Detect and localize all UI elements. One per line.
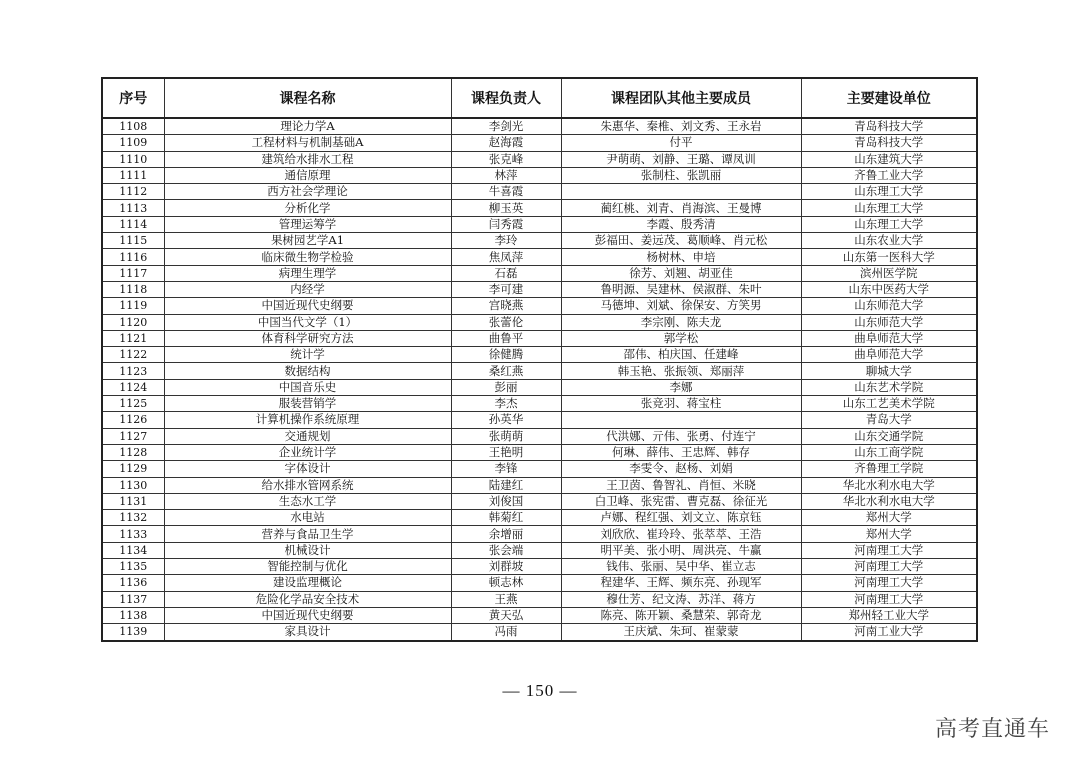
cell-course-name: 理论力学A <box>164 118 451 135</box>
cell-index: 1120 <box>102 314 164 330</box>
table-row <box>102 461 977 477</box>
cell-course-lead: 张萌萌 <box>451 428 561 444</box>
cell-index: 1136 <box>102 575 164 591</box>
cell-course-lead: 刘群坡 <box>451 559 561 575</box>
cell-course-name: 计算机操作系统原理 <box>164 412 451 428</box>
cell-course-name: 西方社会学理论 <box>164 184 451 200</box>
cell-team-members: 卢娜、程红强、刘文立、陈京钰 <box>561 510 801 526</box>
cell-course-lead: 张蕾伦 <box>451 314 561 330</box>
cell-team-members: 付平 <box>561 135 801 151</box>
cell-team-members: 李宗刚、陈夫龙 <box>561 314 801 330</box>
cell-index: 1130 <box>102 477 164 493</box>
cell-institution: 郑州大学 <box>801 510 977 526</box>
table-row <box>102 428 977 444</box>
cell-index: 1116 <box>102 249 164 265</box>
cell-course-name: 家具设计 <box>164 624 451 641</box>
cell-course-lead: 李剑光 <box>451 118 561 135</box>
table-row <box>102 559 977 575</box>
cell-institution: 青岛科技大学 <box>801 135 977 151</box>
cell-team-members: 彭福田、姜远茂、葛顺峰、肖元松 <box>561 233 801 249</box>
cell-institution: 曲阜师范大学 <box>801 330 977 346</box>
cell-institution: 齐鲁工业大学 <box>801 167 977 183</box>
cell-institution: 山东交通学院 <box>801 428 977 444</box>
cell-team-members: 邵伟、柏庆国、任建峰 <box>561 347 801 363</box>
cell-index: 1110 <box>102 151 164 167</box>
cell-institution: 河南工业大学 <box>801 624 977 641</box>
cell-course-name: 水电站 <box>164 510 451 526</box>
table-row <box>102 249 977 265</box>
table-row <box>102 379 977 395</box>
cell-institution: 青岛大学 <box>801 412 977 428</box>
cell-course-name: 危险化学品安全技术 <box>164 591 451 607</box>
cell-team-members: 陈亮、陈开颖、桑慧荣、郭奇龙 <box>561 607 801 623</box>
cell-index: 1128 <box>102 444 164 460</box>
cell-index: 1134 <box>102 542 164 558</box>
cell-course-lead: 李可建 <box>451 281 561 297</box>
cell-course-name: 智能控制与优化 <box>164 559 451 575</box>
cell-course-lead: 孙英华 <box>451 412 561 428</box>
table-row <box>102 200 977 216</box>
table-row <box>102 135 977 151</box>
cell-course-name: 建设监理概论 <box>164 575 451 591</box>
cell-institution: 山东工艺美术学院 <box>801 396 977 412</box>
cell-team-members <box>561 412 801 428</box>
cell-course-lead: 刘俊国 <box>451 493 561 509</box>
cell-course-name: 临床微生物学检验 <box>164 249 451 265</box>
cell-team-members: 韩玉艳、张振领、郑丽萍 <box>561 363 801 379</box>
cell-team-members: 徐芳、刘翘、胡亚佳 <box>561 265 801 281</box>
cell-index: 1125 <box>102 396 164 412</box>
cell-team-members: 杨树林、申培 <box>561 249 801 265</box>
table-body <box>102 118 977 641</box>
cell-institution: 山东工商学院 <box>801 444 977 460</box>
cell-team-members: 马德坤、刘斌、徐保安、方笑男 <box>561 298 801 314</box>
header-team-members: 课程团队其他主要成员 <box>561 78 801 118</box>
cell-course-lead: 王燕 <box>451 591 561 607</box>
table-row <box>102 265 977 281</box>
cell-course-name: 分析化学 <box>164 200 451 216</box>
cell-institution: 山东中医药大学 <box>801 281 977 297</box>
header-course-lead: 课程负责人 <box>451 78 561 118</box>
cell-course-lead: 焦凤萍 <box>451 249 561 265</box>
cell-institution: 滨州医学院 <box>801 265 977 281</box>
cell-index: 1113 <box>102 200 164 216</box>
cell-institution: 山东艺术学院 <box>801 379 977 395</box>
cell-course-lead: 黄天弘 <box>451 607 561 623</box>
cell-index: 1135 <box>102 559 164 575</box>
cell-course-lead: 彭丽 <box>451 379 561 395</box>
table-row <box>102 493 977 509</box>
cell-team-members: 刘欣欣、崔玲玲、张萃萃、王浩 <box>561 526 801 542</box>
cell-team-members: 李雯令、赵杨、刘娟 <box>561 461 801 477</box>
cell-course-lead: 王艳明 <box>451 444 561 460</box>
cell-course-name: 统计学 <box>164 347 451 363</box>
cell-index: 1123 <box>102 363 164 379</box>
cell-course-name: 给水排水管网系统 <box>164 477 451 493</box>
table-row <box>102 510 977 526</box>
cell-index: 1132 <box>102 510 164 526</box>
cell-course-lead: 陆建红 <box>451 477 561 493</box>
cell-course-lead: 闫秀霞 <box>451 216 561 232</box>
cell-course-lead: 李杰 <box>451 396 561 412</box>
cell-index: 1138 <box>102 607 164 623</box>
cell-course-lead: 桑红燕 <box>451 363 561 379</box>
cell-course-lead: 赵海霞 <box>451 135 561 151</box>
table-row <box>102 477 977 493</box>
cell-index: 1122 <box>102 347 164 363</box>
cell-index: 1114 <box>102 216 164 232</box>
watermark-text: 高考直通车 <box>934 717 1050 742</box>
cell-index: 1137 <box>102 591 164 607</box>
cell-team-members: 郭学松 <box>561 330 801 346</box>
page-number: — 150 — <box>502 681 578 700</box>
table-row <box>102 151 977 167</box>
cell-team-members: 代洪娜、亓伟、张勇、付连宁 <box>561 428 801 444</box>
table-row <box>102 575 977 591</box>
cell-team-members: 李娜 <box>561 379 801 395</box>
cell-course-name: 数据结构 <box>164 363 451 379</box>
cell-team-members: 张制柱、张凯丽 <box>561 167 801 183</box>
cell-index: 1127 <box>102 428 164 444</box>
table-row <box>102 233 977 249</box>
cell-institution: 山东理工大学 <box>801 200 977 216</box>
table-row <box>102 330 977 346</box>
table-row <box>102 412 977 428</box>
table-row <box>102 444 977 460</box>
cell-course-lead: 顿志林 <box>451 575 561 591</box>
table-row <box>102 396 977 412</box>
table-row <box>102 298 977 314</box>
cell-institution: 齐鲁理工学院 <box>801 461 977 477</box>
cell-index: 1124 <box>102 379 164 395</box>
cell-course-name: 交通规划 <box>164 428 451 444</box>
cell-institution: 聊城大学 <box>801 363 977 379</box>
cell-team-members: 鲁明源、吴建林、侯淑群、朱叶 <box>561 281 801 297</box>
cell-course-lead: 李玲 <box>451 233 561 249</box>
cell-index: 1131 <box>102 493 164 509</box>
table-row <box>102 347 977 363</box>
cell-institution: 河南理工大学 <box>801 559 977 575</box>
cell-team-members: 朱惠华、秦椎、刘文秀、王永岩 <box>561 118 801 135</box>
cell-course-name: 病理生理学 <box>164 265 451 281</box>
cell-team-members: 明平美、张小明、周洪亮、牛赢 <box>561 542 801 558</box>
cell-index: 1118 <box>102 281 164 297</box>
cell-index: 1119 <box>102 298 164 314</box>
cell-course-lead: 余增丽 <box>451 526 561 542</box>
cell-team-members: 程建华、王辉、频东亮、孙现军 <box>561 575 801 591</box>
cell-course-lead: 林萍 <box>451 167 561 183</box>
cell-team-members <box>561 184 801 200</box>
cell-index: 1139 <box>102 624 164 641</box>
cell-institution: 山东师范大学 <box>801 298 977 314</box>
table-row <box>102 216 977 232</box>
cell-course-name: 内经学 <box>164 281 451 297</box>
cell-course-lead: 牛喜霞 <box>451 184 561 200</box>
table-row <box>102 281 977 297</box>
table-row <box>102 526 977 542</box>
cell-institution: 华北水利水电大学 <box>801 493 977 509</box>
cell-index: 1111 <box>102 167 164 183</box>
cell-index: 1112 <box>102 184 164 200</box>
cell-course-lead: 曲鲁平 <box>451 330 561 346</box>
cell-course-name: 营养与食品卫生学 <box>164 526 451 542</box>
cell-team-members: 王庆斌、朱珂、崔蒙蒙 <box>561 624 801 641</box>
cell-team-members: 王卫茵、鲁智礼、肖恒、米晓 <box>561 477 801 493</box>
cell-course-lead: 张会端 <box>451 542 561 558</box>
table-row <box>102 118 977 135</box>
cell-team-members: 何琳、薛伟、王忠辉、韩存 <box>561 444 801 460</box>
header-course-name: 课程名称 <box>164 78 451 118</box>
cell-institution: 河南理工大学 <box>801 591 977 607</box>
table-row <box>102 624 977 641</box>
cell-index: 1126 <box>102 412 164 428</box>
cell-index: 1117 <box>102 265 164 281</box>
cell-index: 1109 <box>102 135 164 151</box>
cell-course-lead: 李锋 <box>451 461 561 477</box>
cell-institution: 青岛科技大学 <box>801 118 977 135</box>
cell-course-name: 管理运筹学 <box>164 216 451 232</box>
cell-course-name: 企业统计学 <box>164 444 451 460</box>
cell-course-name: 机械设计 <box>164 542 451 558</box>
cell-course-name: 字体设计 <box>164 461 451 477</box>
cell-course-lead: 张克峰 <box>451 151 561 167</box>
cell-course-name: 中国近现代史纲要 <box>164 298 451 314</box>
table-row <box>102 607 977 623</box>
cell-index: 1115 <box>102 233 164 249</box>
cell-course-lead: 徐健腾 <box>451 347 561 363</box>
cell-index: 1108 <box>102 118 164 135</box>
cell-institution: 山东理工大学 <box>801 216 977 232</box>
cell-course-lead: 冯雨 <box>451 624 561 641</box>
cell-team-members: 蔺红桃、刘青、肖海滨、王曼博 <box>561 200 801 216</box>
cell-institution: 曲阜师范大学 <box>801 347 977 363</box>
cell-institution: 山东农业大学 <box>801 233 977 249</box>
cell-course-name: 服装营销学 <box>164 396 451 412</box>
cell-institution: 华北水利水电大学 <box>801 477 977 493</box>
cell-course-name: 工程材料与机制基础A <box>164 135 451 151</box>
cell-course-lead: 柳玉英 <box>451 200 561 216</box>
cell-course-name: 生态水工学 <box>164 493 451 509</box>
cell-institution: 河南理工大学 <box>801 575 977 591</box>
cell-course-name: 通信原理 <box>164 167 451 183</box>
cell-institution: 山东理工大学 <box>801 184 977 200</box>
cell-team-members: 穆仕芳、纪文涛、苏洋、蒋方 <box>561 591 801 607</box>
cell-institution: 郑州大学 <box>801 526 977 542</box>
cell-team-members: 李霞、殷秀清 <box>561 216 801 232</box>
cell-index: 1133 <box>102 526 164 542</box>
cell-course-name: 果树园艺学A1 <box>164 233 451 249</box>
table-row <box>102 184 977 200</box>
header-institution: 主要建设单位 <box>801 78 977 118</box>
cell-team-members: 钱伟、张丽、吴中华、崔立志 <box>561 559 801 575</box>
course-table <box>101 77 978 642</box>
cell-institution: 河南理工大学 <box>801 542 977 558</box>
cell-team-members: 尹萌萌、刘静、王璐、谭凤训 <box>561 151 801 167</box>
header-index: 序号 <box>102 78 164 118</box>
cell-index: 1129 <box>102 461 164 477</box>
cell-course-lead: 韩菊红 <box>451 510 561 526</box>
table-row <box>102 591 977 607</box>
cell-course-lead: 石磊 <box>451 265 561 281</box>
table-row <box>102 363 977 379</box>
cell-institution: 山东师范大学 <box>801 314 977 330</box>
table-row <box>102 167 977 183</box>
cell-team-members: 白卫峰、张宪雷、曹克磊、徐征光 <box>561 493 801 509</box>
table-header-row <box>102 78 977 118</box>
cell-course-lead: 宫晓燕 <box>451 298 561 314</box>
table-row <box>102 542 977 558</box>
cell-course-name: 中国当代文学（1） <box>164 314 451 330</box>
cell-team-members: 张竞羽、蒋宝柱 <box>561 396 801 412</box>
cell-institution: 郑州轻工业大学 <box>801 607 977 623</box>
cell-course-name: 体育科学研究方法 <box>164 330 451 346</box>
cell-course-name: 建筑给水排水工程 <box>164 151 451 167</box>
cell-institution: 山东建筑大学 <box>801 151 977 167</box>
cell-index: 1121 <box>102 330 164 346</box>
cell-course-name: 中国音乐史 <box>164 379 451 395</box>
cell-institution: 山东第一医科大学 <box>801 249 977 265</box>
table-row <box>102 314 977 330</box>
cell-course-name: 中国近现代史纲要 <box>164 607 451 623</box>
